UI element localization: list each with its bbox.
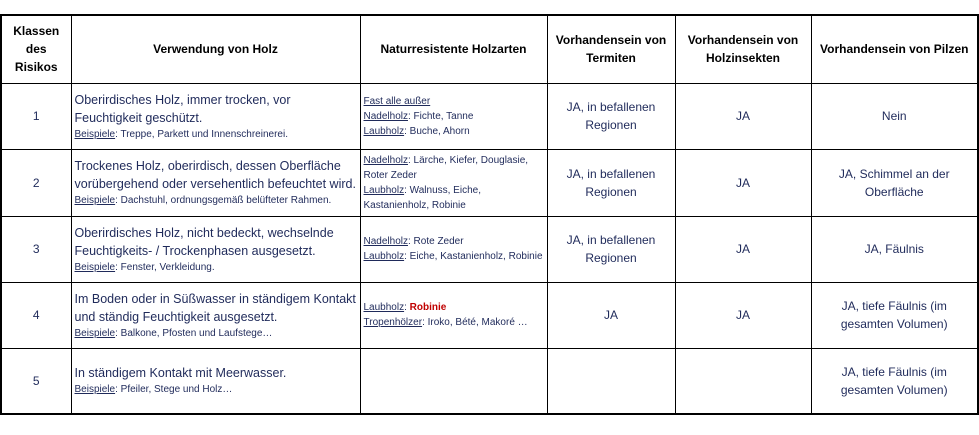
termites-cell: JA (547, 282, 675, 348)
examples-value: : Treppe, Parkett und Innenschreinerei. (115, 128, 288, 140)
woods-line (364, 249, 544, 264)
woods-separator: : (404, 302, 410, 313)
header-row (1, 15, 978, 83)
woods-label: Fast alle außer (363, 95, 431, 107)
woods-label: Nadelholz (363, 236, 408, 247)
woods-line (364, 300, 544, 315)
fungi-cell: Nein (811, 83, 978, 149)
woods-value: : Walnuss, Eiche, Kastanienholz, Robinie (363, 184, 481, 211)
insects-cell: JA (675, 83, 811, 149)
examples-value: : Balkone, Pfosten und Laufstege… (115, 327, 273, 339)
termites-cell (547, 348, 675, 414)
woods-line (364, 183, 544, 213)
woods-value: : Lärche, Kiefer, Douglasie, Roter Zeder (363, 154, 529, 181)
table-row (1, 149, 978, 216)
examples-text (75, 127, 357, 142)
usage-cell (71, 149, 360, 216)
termites-cell: JA, in befallenen Regionen (547, 83, 675, 149)
woods-label: Laubholz (363, 251, 405, 262)
woods-cell (360, 83, 547, 149)
woods-line (364, 124, 544, 139)
table-row (1, 83, 978, 149)
header-wood-usage: Verwendung von Holz (71, 15, 360, 83)
risk-class-cell: 5 (1, 348, 71, 414)
examples-label: Beispiele (74, 195, 116, 206)
woods-label: Nadelholz (363, 110, 408, 122)
insects-cell: JA (675, 216, 811, 282)
header-fungi: Vorhandensein von Pilzen (811, 15, 978, 83)
woods-cell (360, 348, 547, 414)
risk-classes-table (0, 14, 979, 415)
woods-value: : Buche, Ahorn (404, 125, 470, 137)
examples-label: Beispiele (74, 384, 116, 396)
examples-label: Beispiele (74, 261, 116, 273)
header-wood-insects: Vorhandensein von Holzinsekten (675, 15, 811, 83)
insects-cell: JA (675, 149, 811, 216)
woods-cell (360, 216, 547, 282)
table-row (1, 282, 978, 348)
examples-text (75, 193, 357, 208)
woods-value: : Fichte, Tanne (407, 110, 474, 122)
woods-cell (360, 282, 547, 348)
woods-line (364, 315, 544, 330)
woods-label: Laubholz (363, 184, 405, 196)
usage-text: Oberirdisches Holz, immer trocken, vor Feuchtigkeit geschützt. (74, 92, 291, 125)
insects-cell (675, 348, 811, 414)
woods-value: : Eiche, Kastanienholz, Robinie (404, 251, 543, 262)
header-risk-class: Klassen des Risikos (1, 15, 71, 83)
woods-line (364, 153, 544, 183)
woods-line (364, 109, 544, 124)
table-row (1, 216, 978, 282)
examples-value: : Fenster, Verkleidung. (115, 261, 215, 273)
woods-line (364, 234, 544, 249)
fungi-cell: JA, tiefe Fäulnis (im gesamten Volumen) (811, 282, 978, 348)
woods-label: Tropenhölzer (363, 317, 423, 328)
usage-text: Im Boden oder in Süßwasser in ständigem Kontakt und ständig Feuchtigkeit ausgesetzt. (74, 291, 356, 324)
examples-label: Beispiele (74, 327, 116, 339)
table-row (1, 348, 978, 414)
header-termites: Vorhandensein von Termiten (547, 15, 675, 83)
fungi-cell: JA, Schimmel an der Oberfläche (811, 149, 978, 216)
risk-class-cell: 2 (1, 149, 71, 216)
woods-highlight: Robinie (409, 302, 447, 313)
woods-label: Laubholz (363, 125, 405, 137)
risk-class-cell: 3 (1, 216, 71, 282)
fungi-cell: JA, Fäulnis (811, 216, 978, 282)
usage-text: Oberirdisches Holz, nicht bedeckt, wechselnde Feuchtigkeits- / Trockenphasen ausgesetzt. (74, 225, 334, 258)
termites-cell: JA, in befallenen Regionen (547, 216, 675, 282)
usage-cell (71, 83, 360, 149)
examples-text (75, 260, 357, 275)
examples-label: Beispiele (74, 128, 116, 140)
examples-text (75, 382, 357, 397)
usage-cell (71, 282, 360, 348)
woods-value: : Rote Zeder (407, 236, 464, 247)
risk-class-cell: 1 (1, 83, 71, 149)
insects-cell: JA (675, 282, 811, 348)
woods-label: Laubholz (363, 302, 405, 313)
usage-cell (71, 216, 360, 282)
usage-text: Trockenes Holz, oberirdisch, dessen Oberfläche vorübergehend oder versehentlich befeuchtet wird. (74, 159, 356, 191)
woods-label: Nadelholz (363, 154, 408, 166)
woods-value: : Iroko, Bété, Makoré … (422, 317, 528, 328)
fungi-cell: JA, tiefe Fäulnis (im gesamten Volumen) (811, 348, 978, 414)
woods-line (364, 94, 544, 109)
header-resistant-woods: Naturresistente Holzarten (360, 15, 547, 83)
woods-cell (360, 149, 547, 216)
usage-cell (71, 348, 360, 414)
examples-text (75, 326, 357, 341)
examples-value: : Dachstuhl, ordnungsgemäß belüfteter Rahmen. (115, 195, 332, 206)
termites-cell: JA, in befallenen Regionen (547, 149, 675, 216)
risk-class-cell: 4 (1, 282, 71, 348)
examples-value: : Pfeiler, Stege und Holz… (115, 384, 233, 396)
usage-text: In ständigem Kontakt mit Meerwasser. (74, 366, 287, 381)
